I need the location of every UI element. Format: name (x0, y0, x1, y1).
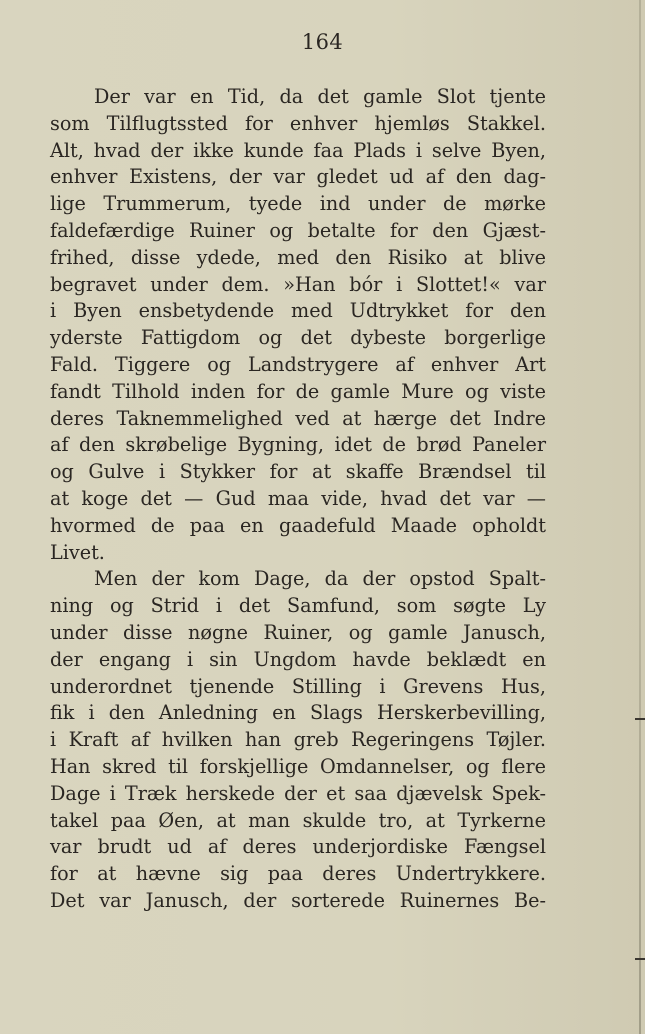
text-line: Dage i Træk herskede der et saa djævelsk Spek- (50, 781, 546, 805)
text-line: i Kraft af hvilken han greb Regeringens Tøjler. (50, 728, 546, 752)
text-line: der engang i sin Ungdom havde beklædt en (50, 647, 546, 671)
text-line: Fald. Tiggere og Landstrygere af enhver Art (50, 352, 546, 376)
text-line: takel paa Øen, at man skulde tro, at Tyrkerne (50, 808, 546, 832)
body-text (50, 84, 546, 915)
text-line: faldefærdige Ruiner og betalte for den Gjæst- (50, 218, 546, 242)
text-line: hvormed de paa en gaadefuld Maade opholdt (50, 513, 546, 537)
text-line: Alt, hvad der ikke kunde faa Plads i selve Byen, (50, 138, 546, 162)
text-line: Der var en Tid, da det gamle Slot tjente (94, 85, 546, 108)
text-line: Det var Janusch, der sorterede Ruinernes Be- (50, 888, 546, 912)
text-line: lige Trummerum, tyede ind under de mørke (50, 192, 546, 216)
text-line: deres Taknemmelighed ved at hærge det Indre (50, 406, 546, 430)
text-line: Livet. (50, 540, 105, 564)
text-line: som Tilflugtssted for enhver hjemløs Stakkel. (50, 111, 546, 135)
text-line: enhver Existens, der var gledet ud af den dag- (50, 165, 546, 189)
page-edge (639, 0, 641, 1034)
text-line: at koge det — Gud maa vide, hvad det var — (50, 486, 546, 510)
text-line: underordnet tjenende Stilling i Grevens Hus, (50, 674, 546, 698)
text-line: Han skred til forskjellige Omdannelser, og flere (50, 754, 546, 778)
text-line: og Gulve i Stykker for at skaffe Brændsel til (50, 460, 546, 484)
text-line: fik i den Anledning en Slags Herskerbevilling, (50, 701, 546, 725)
text-line: for at hævne sig paa deres Undertrykkere. (50, 862, 546, 886)
text-line: var brudt ud af deres underjordiske Fængsel (50, 835, 546, 859)
text-line: begravet under dem. »Han bór i Slottet!« var (50, 272, 546, 296)
text-line: yderste Fattigdom og det dybeste borgerlige (50, 326, 546, 350)
page-edge-mark (635, 718, 645, 720)
text-line: af den skrøbelige Bygning, idet de brød Paneler (50, 433, 546, 457)
text-line: i Byen ensbetydende med Udtrykket for den (50, 299, 546, 323)
text-line: frihed, disse ydede, med den Risiko at blive (50, 245, 546, 269)
text-line: fandt Tilhold inden for de gamle Mure og viste (50, 379, 546, 403)
text-line: under disse nøgne Ruiner, og gamle Janusch, (50, 620, 546, 644)
page-number: 164 (301, 30, 344, 54)
text-line: ning og Strid i det Samfund, som søgte Ly (50, 594, 546, 618)
text-line: Men der kom Dage, da der opstod Spalt- (94, 567, 546, 591)
page-edge-mark (635, 958, 645, 960)
